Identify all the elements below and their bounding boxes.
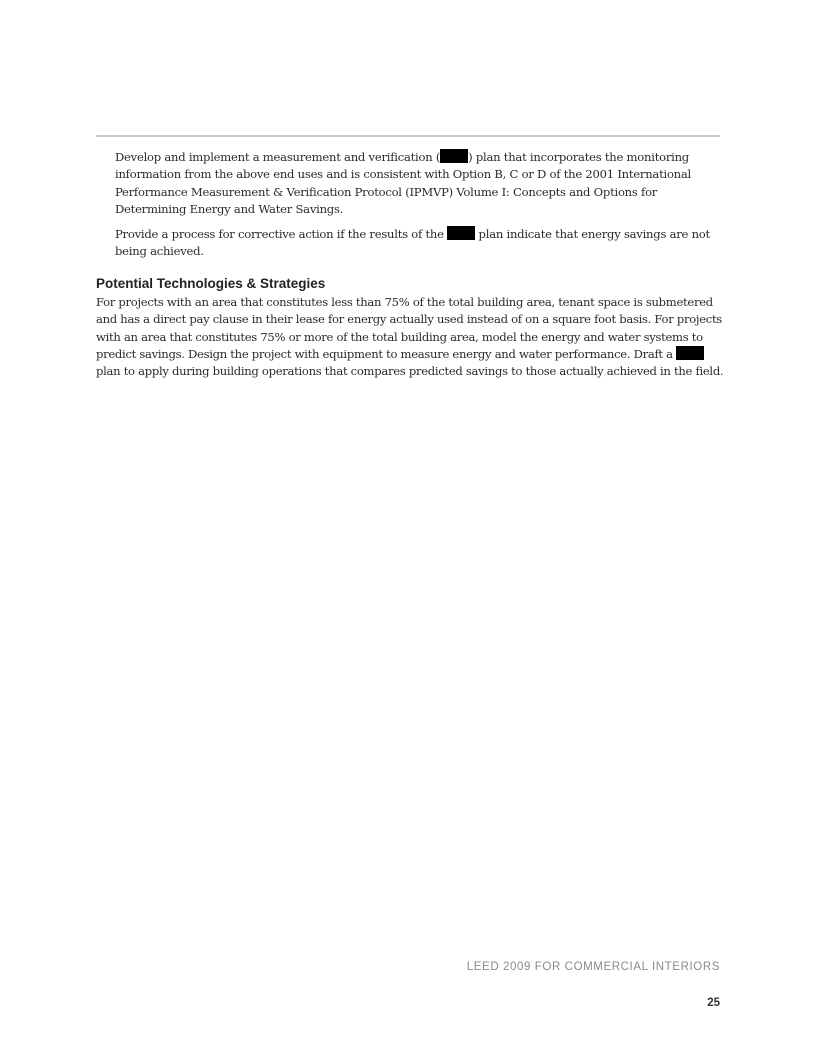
- paragraph-text: Develop and implement a measurement and verification (: [115, 150, 441, 164]
- requirement-paragraph-mv-plan: [115, 149, 720, 218]
- paragraph-text: Provide a process for corrective action if the results of the: [115, 227, 448, 241]
- paragraph-text: For projects with an area that constitutes less than 75% of the total building area, tenant space is submetered and has a direct pay clause in their lease for energy actually used instead of on a square foot basis. For projects with an area that constitutes 75% or more of the total building area, model the energy and water systems to predict savings. Design the project with equipment to measure energy and water performance. Draft a: [96, 295, 722, 361]
- footer-document-title: LEED 2009 FOR COMMERCIAL INTERIORS: [466, 961, 720, 973]
- header-rule: [96, 135, 720, 137]
- paragraph-text: plan to apply during building operations that compares predicted savings to those actually achieved in the field.: [96, 364, 724, 379]
- redaction-box: [676, 346, 704, 360]
- redaction-box: [440, 149, 468, 163]
- redaction-box: [447, 226, 475, 240]
- paragraph-text: ) plan that incorporates the monitoring information from the above end uses and is consistent with Option B, C or D of the 2001 International Performance Measurement & Verification Protocol (IPMVP) Volume I: Concepts and Options for Determining Energy and Water Savings.: [115, 150, 692, 216]
- requirement-paragraph-corrective-action: [115, 226, 720, 261]
- section-heading: Potential Technologies & Strategies: [96, 276, 326, 291]
- strategies-paragraph: [96, 294, 724, 380]
- paragraph-text: plan indicate that energy savings are not being achieved.: [115, 227, 710, 259]
- page-number: 25: [707, 997, 720, 1009]
